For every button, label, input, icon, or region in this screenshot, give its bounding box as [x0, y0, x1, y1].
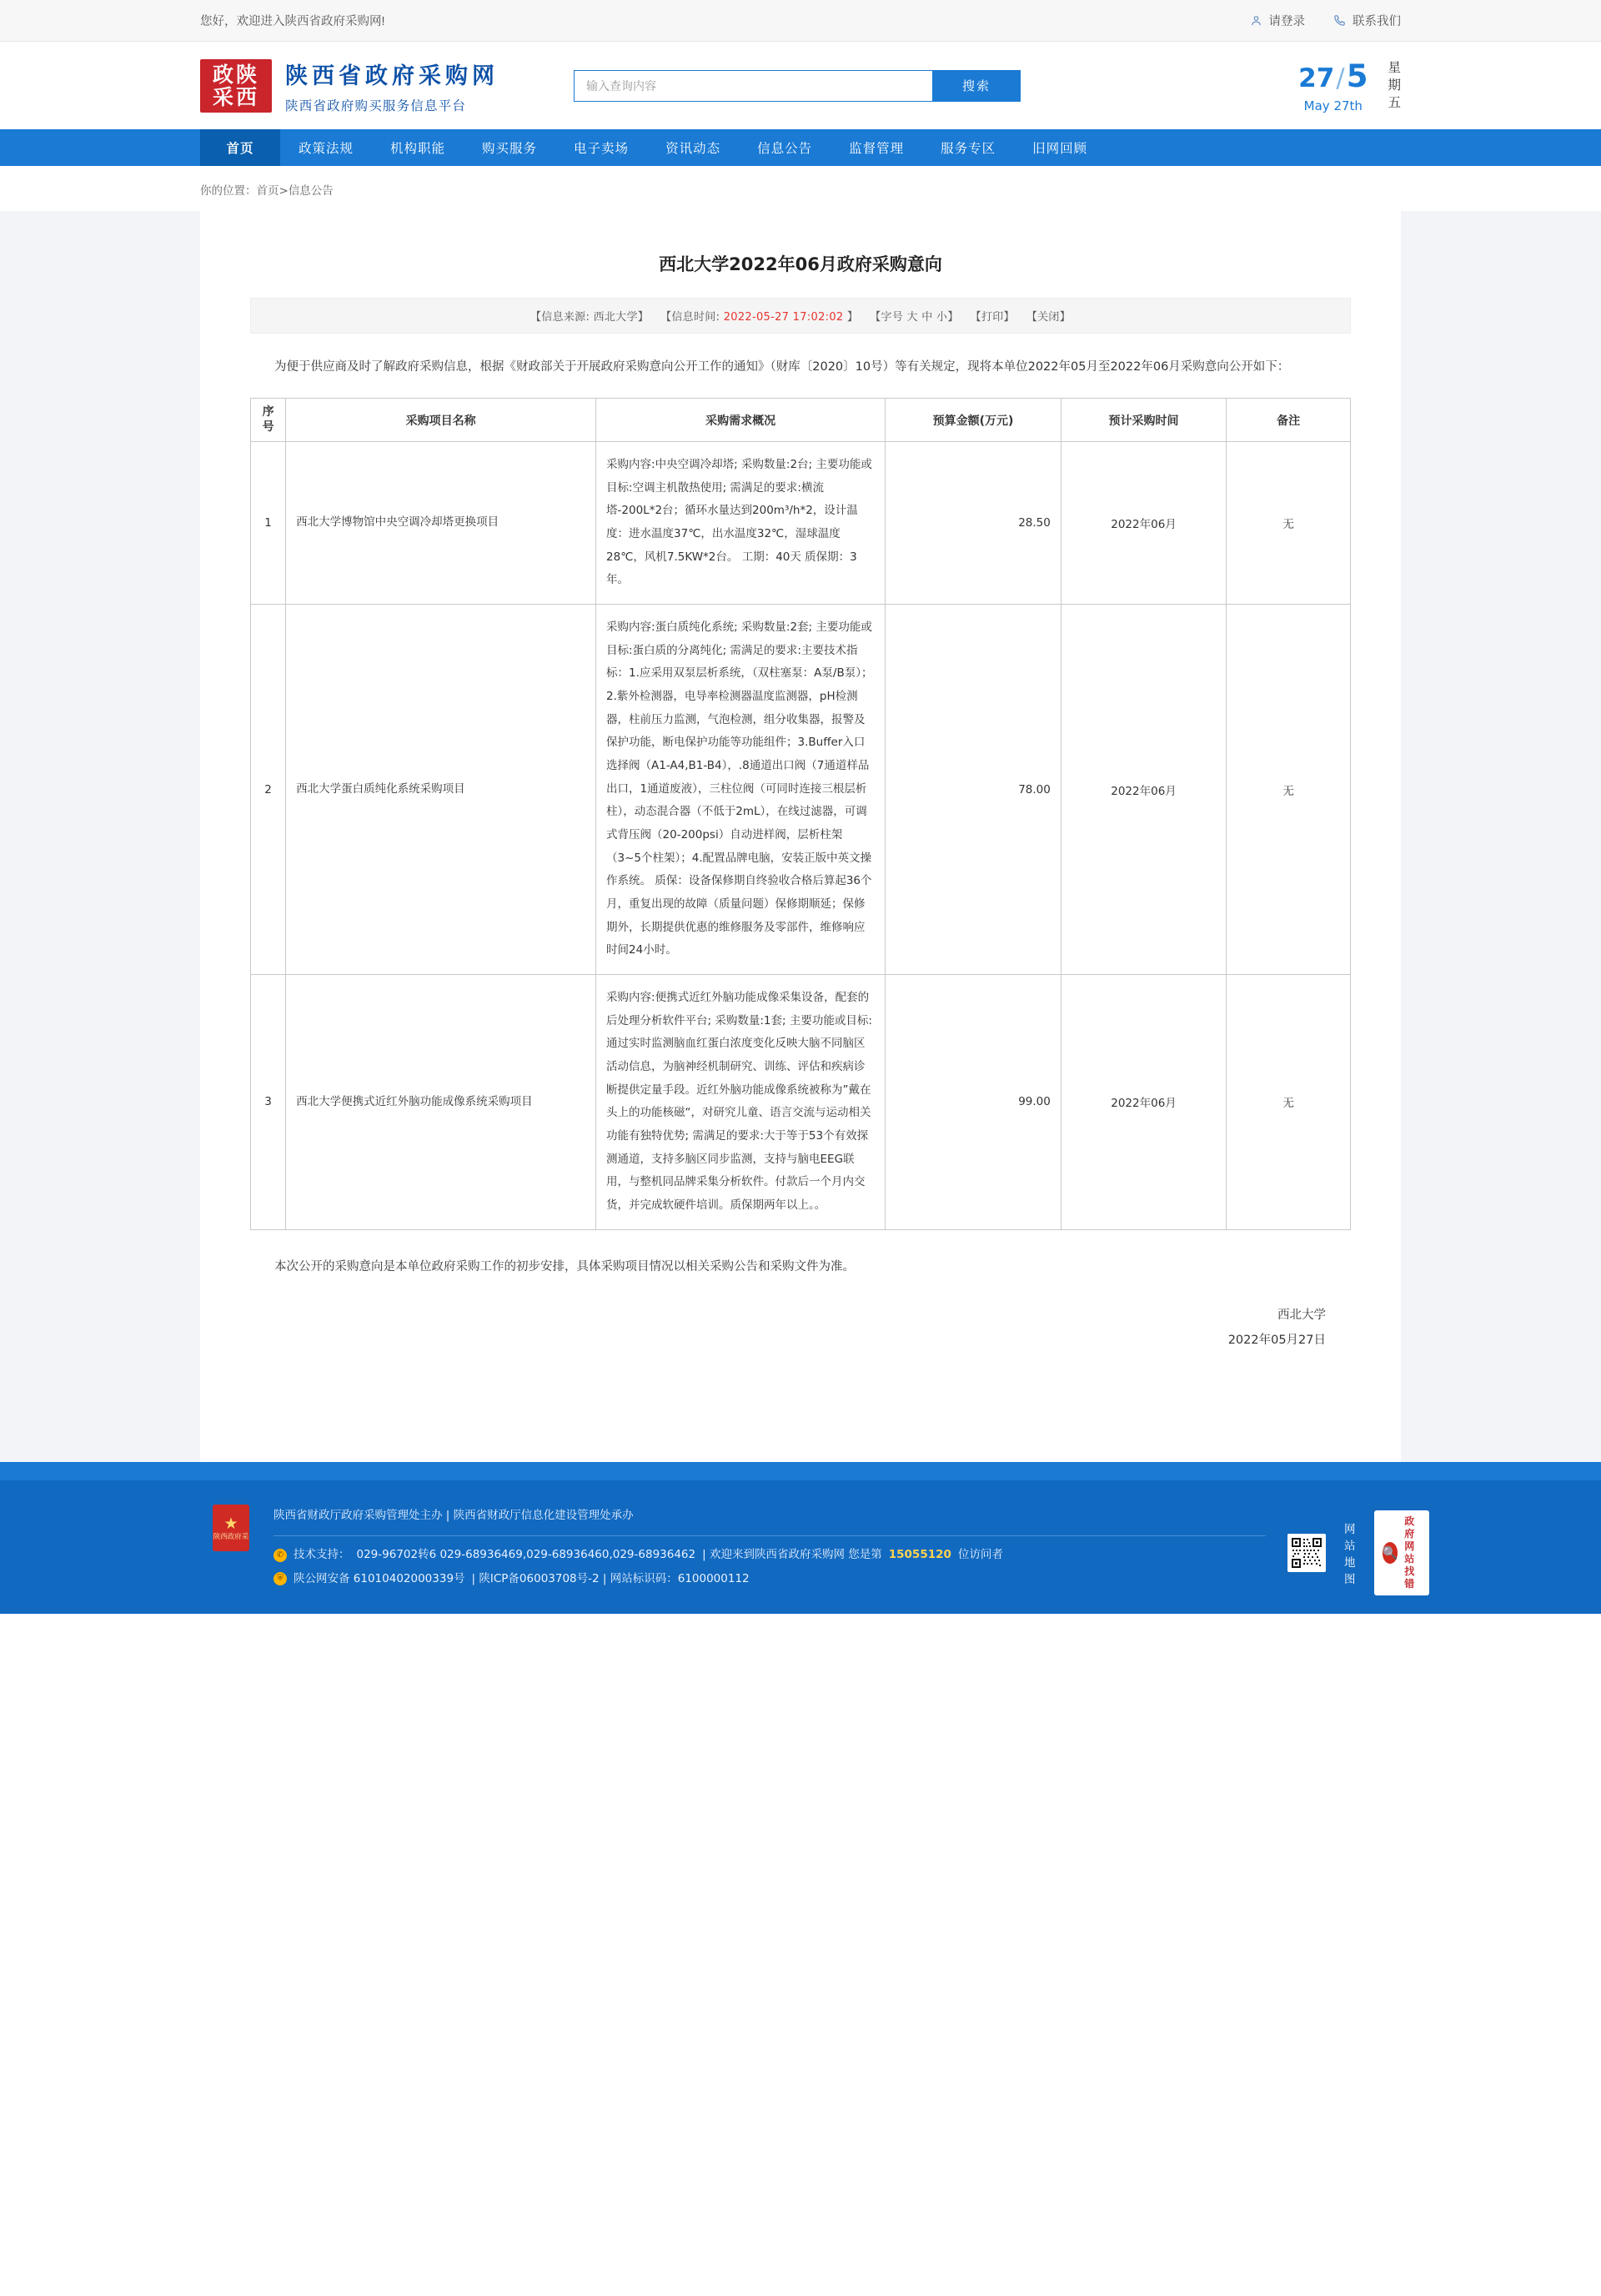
date-english: May 27th: [1303, 98, 1363, 113]
breadcrumb-current[interactable]: 信息公告: [288, 184, 334, 198]
date-month: 5: [1346, 58, 1368, 94]
welcome-text: 您好，欢迎进入陕西省政府采购网!: [200, 15, 385, 28]
date-widget: [1298, 58, 1401, 113]
article-intro: 为便于供应商及时了解政府采购信息，根据《财政部关于开展政府采购意向公开工作的通知》（财库〔2020〕10号）等有关规定，现将本单位2022年05月至2022年06月采购意向公开如下：: [274, 360, 1290, 374]
date-day: 27: [1298, 63, 1335, 93]
contact-label: 联系我们: [1353, 15, 1401, 28]
footer-visit-suffix: 位访问者: [957, 1548, 1003, 1562]
cell-requirement: 采购内容:中央空调冷却塔; 采购数量:2台; 主要功能或目标:空调主机散热使用; 需满足的要求:横流塔-200L*2台；循环水量达到200m³/h*2，设计温度：进水温度37℃，出水温度32℃，湿球温度28℃，风机7.5KW*2台。 工期：40天 质保期：3年。: [596, 442, 886, 605]
sign-date: 2022年05月27日: [1227, 1334, 1326, 1348]
breadcrumb-bar: [0, 166, 1601, 211]
meta-time-end: 】: [843, 311, 859, 324]
cell-budget: 99.00: [886, 975, 1061, 1230]
th-index-char2: 号: [262, 420, 274, 434]
brand-subtitle: 陕西省政府购买服务信息平台: [285, 98, 467, 113]
nav-item-5[interactable]: [647, 129, 739, 166]
th-note: 备注: [1227, 399, 1351, 442]
site-brand[interactable]: [200, 58, 499, 114]
th-project-name: 采购项目名称: [286, 399, 596, 442]
footer-line-icp: [274, 1567, 1266, 1590]
weekday-char2: 期: [1388, 78, 1401, 93]
th-expected-time: 预计采购时间: [1061, 399, 1226, 442]
nav-item-label: 监督管理: [849, 141, 905, 156]
phone-small-icon: ✆: [274, 1549, 287, 1562]
seal-text: 陕西政府采: [213, 1533, 249, 1542]
nav-item-label: 旧网回顾: [1032, 141, 1088, 156]
cell-budget: 28.50: [886, 442, 1061, 605]
qr-code: [1287, 1534, 1326, 1572]
th-index: [251, 399, 286, 442]
table-row: [251, 605, 1351, 975]
cell-project-name: 西北大学便携式近红外脑功能成像系统采购项目: [286, 975, 596, 1230]
cell-budget: 78.00: [886, 605, 1061, 975]
gov-site-error-badge[interactable]: [1374, 1510, 1429, 1595]
phone-icon: [1333, 14, 1346, 27]
nav-item-8[interactable]: [922, 129, 1014, 166]
badge-line2: 找错: [1404, 1565, 1415, 1590]
footer-tech-prefix: 技术支持：: [294, 1548, 350, 1562]
nav-item-3[interactable]: [464, 129, 555, 166]
table-row: [251, 442, 1351, 605]
footer-accent-bar: [0, 1462, 1601, 1480]
nav-item-label: 服务专区: [941, 141, 996, 156]
th-requirement: 采购需求概况: [596, 399, 886, 442]
breadcrumb: [200, 166, 1401, 211]
footer-line-tech: [274, 1543, 1266, 1566]
site-header: [0, 42, 1601, 129]
search-button[interactable]: 搜索: [932, 70, 1021, 102]
nav-item-6[interactable]: [739, 129, 831, 166]
article-card: [200, 211, 1401, 1462]
weekday-char1: 星: [1388, 60, 1401, 76]
content-area: [0, 211, 1601, 1462]
cell-project-name: 西北大学蛋白质纯化系统采购项目: [286, 605, 596, 975]
nav-item-label: 电子卖场: [574, 141, 630, 156]
meta-source: 【信息来源: 西北大学】: [529, 311, 650, 324]
seal-glyph: ★: [223, 1514, 238, 1533]
login-label: 请登录: [1268, 15, 1305, 28]
breadcrumb-prefix: 你的位置：: [200, 184, 257, 198]
footer-visit-prefix: | 欢迎来到陕西省政府采购网 您是第: [702, 1548, 882, 1562]
footer-visit-count: 15055120: [888, 1548, 951, 1562]
cell-note: 无: [1227, 442, 1351, 605]
nav-item-label: 首页: [226, 141, 254, 156]
user-icon: [1250, 14, 1262, 27]
font-size-control[interactable]: 【字号 大 中 小】: [870, 311, 959, 324]
gov-seal: [210, 1502, 252, 1554]
site-logo: [200, 59, 272, 113]
cell-requirement: 采购内容:蛋白质纯化系统; 采购数量:2套; 主要功能或目标:蛋白质的分离纯化; 需满足的要求:主要技术指标：1.应采用双泵层析系统，（双柱塞泵：A泵/B泵）；2.紫外检测器，电导率检测器温度监测器，pH检测器，柱前压力监测，气泡检测，组分收集器，报警及保护功能，断电保护功能等功能组件；3.Buffer入口选择阀（A1-A4,B1-B4），.8通道出口阀（7通道样品出口，1通道废液），三柱位阀（可同时连接三根层析柱），动态混合器（不低于2mL），在线过滤器，可调式背压阀（20-200psi）自动进样阀，层析柱架（3~5个柱架）；4.配置品牌电脑，安装正版中英文操作系统。 质保：设备保修期自终验收合格后算起36个月，重复出现的故障（质量问题）保修期顺延；保修期外，长期提供优惠的维修服务及零部件，维修响应时间24小时。: [596, 605, 886, 975]
top-utility-bar: [0, 0, 1601, 42]
footer-police-record[interactable]: 陕公网安备 61010402000339号: [294, 1571, 465, 1585]
cell-note: 无: [1227, 975, 1351, 1230]
shield-icon: ⛨: [274, 1572, 287, 1585]
article-signature: [250, 1303, 1351, 1354]
weekday-char3: 五: [1388, 94, 1401, 110]
footer-org-text: 陕西省财政厅政府采购管理处主办 | 陕西省财政厅信息化建设管理处承办: [274, 1509, 634, 1522]
cell-expected-time: 2022年06月: [1061, 442, 1226, 605]
footer-tech-phones: 029-96702转6 029-68936469,029-68936460,029-68936462: [356, 1548, 696, 1562]
cell-project-name: 西北大学博物馆中央空调冷却塔更换项目: [286, 442, 596, 605]
footer-line-org: [274, 1504, 1266, 1527]
logo-line1: 政陕: [212, 63, 259, 88]
table-row: [251, 975, 1351, 1230]
close-button[interactable]: 【关闭】: [1026, 311, 1072, 324]
article-tail-note: 本次公开的采购意向是本单位政府采购工作的初步安排，具体采购项目情况以相关采购公告和采购文件为准。: [274, 1259, 855, 1274]
login-link[interactable]: [1250, 12, 1306, 29]
nav-item-7[interactable]: [831, 129, 922, 166]
cell-index: 2: [251, 605, 286, 975]
cell-expected-time: 2022年06月: [1061, 605, 1226, 975]
sitemap-link[interactable]: 网站地图: [1344, 1523, 1356, 1586]
cell-expected-time: 2022年06月: [1061, 975, 1226, 1230]
nav-item-label: 信息公告: [757, 141, 813, 156]
nav-item-0[interactable]: [200, 129, 280, 166]
badge-line1: 政府网站: [1404, 1515, 1415, 1565]
page-title: 西北大学2022年06月政府采购意向: [659, 254, 942, 274]
cell-index: 1: [251, 442, 286, 605]
nav-item-label: 资讯动态: [665, 141, 721, 156]
nav-item-label: 购买服务: [482, 141, 538, 156]
meta-time-label: 【信息时间:: [660, 311, 724, 324]
nav-item-9[interactable]: [1014, 129, 1106, 166]
site-footer: [0, 1480, 1601, 1614]
sign-org: 西北大学: [1277, 1308, 1326, 1322]
breadcrumb-divider: >: [279, 184, 289, 198]
article-meta: [250, 298, 1351, 334]
contact-link[interactable]: [1333, 12, 1401, 29]
brand-title: 陕西省政府采购网: [285, 63, 499, 89]
cell-index: 3: [251, 975, 286, 1230]
th-index-char1: 序: [262, 405, 274, 419]
nav-item-label: 机构职能: [390, 141, 446, 156]
print-button[interactable]: 【打印】: [970, 311, 1015, 324]
cell-requirement: 采购内容:便携式近红外脑功能成像采集设备，配套的后处理分析软件平台; 采购数量:1套; 主要功能或目标:通过实时监测脑血红蛋白浓度变化反映大脑不同脑区活动信息，为脑神经机制研究、训练、评估和疾病诊断提供定量手段。近红外脑功能成像系统被称为”戴在头上的功能核磁“，对研究儿童、语言交流与运动相关功能有独特优势; 需满足的要求:大于等于53个有效探测通道，支持多脑区同步监测，支持与脑电EEG联用，与整机同品牌采集分析软件。付款后一个月内交货，并完成软硬件培训。质保期两年以上。。: [596, 975, 886, 1230]
nav-item-2[interactable]: [372, 129, 464, 166]
date-slash: /: [1336, 63, 1345, 93]
th-budget: 预算金额(万元): [886, 399, 1061, 442]
search-input[interactable]: [574, 70, 932, 102]
footer-icp-text: | 陕ICP备06003708号-2 | 网站标识码：6100000112: [471, 1571, 750, 1585]
nav-item-1[interactable]: [280, 129, 372, 166]
footer-divider: [274, 1535, 1266, 1536]
magnifier-icon: 🔍: [1383, 1542, 1398, 1564]
table-header-row: [251, 399, 1351, 442]
nav-item-4[interactable]: [555, 129, 647, 166]
main-nav: [0, 129, 1601, 166]
search-box: [574, 70, 1021, 102]
logo-line2: 采西: [212, 84, 259, 109]
breadcrumb-home[interactable]: 首页: [256, 184, 279, 198]
meta-time-value: 2022-05-27 17:02:02: [723, 311, 844, 324]
weekday-label: [1383, 59, 1401, 112]
nav-item-label: 政策法规: [299, 141, 354, 156]
cell-note: 无: [1227, 605, 1351, 975]
procurement-table: [250, 398, 1351, 1230]
